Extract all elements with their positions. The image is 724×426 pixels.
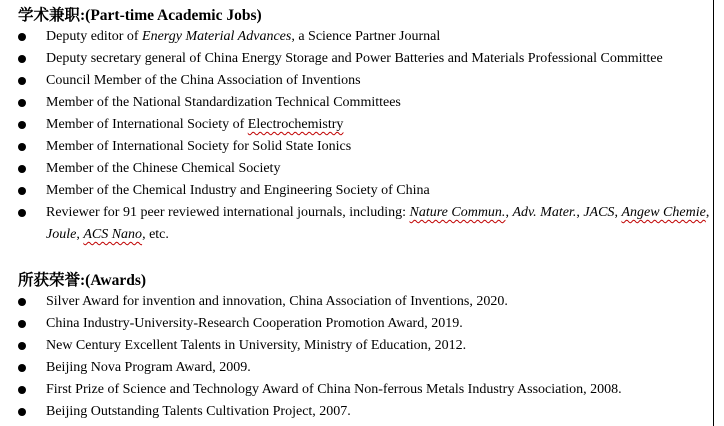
item-text: New Century Excellent Talents in University, Ministry of Education, 2012. [46,338,467,353]
item-text: Member of the National Standardization Technical Committees [46,95,401,110]
list-item [18,313,714,335]
list-item [18,70,714,92]
list-item [18,180,714,202]
journal-name: Adv. Mater. [512,205,577,220]
journal-name: Joule [46,227,77,242]
journal-name: Angew Chemie [621,205,706,220]
bullet-icon [18,77,26,85]
bullet-icon [18,298,26,306]
bullet-icon [18,143,26,151]
item-text: Silver Award for invention and innovation, China Association of Inventions, 2020. [46,294,508,309]
bullet-icon [18,209,26,217]
bullet-icon [18,342,26,350]
heading-en: :(Part-time Academic Jobs) [80,7,262,24]
list-item [18,357,714,379]
bullet-icon [18,99,26,107]
item-text: , etc. [142,227,169,242]
bullet-icon [18,33,26,41]
list-item [18,114,714,136]
item-text: China Industry-University-Research Cooperation Promotion Award, 2019. [46,316,463,331]
section-heading-jobs [18,6,714,26]
journal-name: JACS [583,205,615,220]
section-heading-awards [18,271,714,291]
bullet-icon [18,121,26,129]
separator: , [614,205,622,220]
bullet-icon [18,408,26,416]
heading-cn: 所获荣誉 [18,272,81,289]
list-item-reviewer [18,202,714,246]
item-text: Member of the Chemical Industry and Engineering Society of China [46,183,430,198]
jobs-list [18,26,714,246]
item-text: Beijing Outstanding Talents Cultivation Project, 2007. [46,404,351,419]
heading-en: :(Awards) [80,272,147,289]
item-text: , a Science Partner Journal [291,29,441,44]
list-item [18,158,714,180]
bullet-icon [18,187,26,195]
list-item [18,48,714,70]
list-item [18,379,714,401]
bullet-icon [18,55,26,63]
awards-list [18,291,714,423]
item-text: Member of International Society for Solid State Ionics [46,139,352,154]
list-item [18,136,714,158]
section-awards [18,271,714,423]
separator: , [576,205,584,220]
bullet-icon [18,364,26,372]
separator: , [76,227,84,242]
bullet-icon [18,320,26,328]
journal-name: Energy Material Advances [142,29,292,44]
list-item [18,92,714,114]
item-text: Council Member of the China Association of Inventions [46,73,361,88]
bullet-icon [18,386,26,394]
bullet-icon [18,165,26,173]
list-item [18,335,714,357]
list-item [18,291,714,313]
list-item [18,26,714,48]
journal-name: Nature Commun. [409,205,506,220]
separator: , [705,205,710,220]
list-item [18,401,714,423]
item-text: Member of International Society of [46,117,248,132]
item-text: Beijing Nova Program Award, 2009. [46,360,251,375]
item-text-spellcheck: Electrochemistry [247,117,344,132]
section-academic-jobs [18,6,714,246]
separator: , [505,205,513,220]
item-text: First Prize of Science and Technology Award of China Non-ferrous Metals Industry Association, 2008. [46,382,622,397]
journal-name: ACS Nano [83,227,143,242]
heading-cn: 学术兼职 [18,7,81,24]
item-text: Member of the Chinese Chemical Society [46,161,281,176]
item-text: Deputy secretary general of China Energy Storage and Power Batteries and Materials Professional Committee [46,51,663,66]
item-text: Reviewer for 91 peer reviewed international journals, including: [46,205,410,220]
item-text: Deputy editor of [46,29,143,44]
